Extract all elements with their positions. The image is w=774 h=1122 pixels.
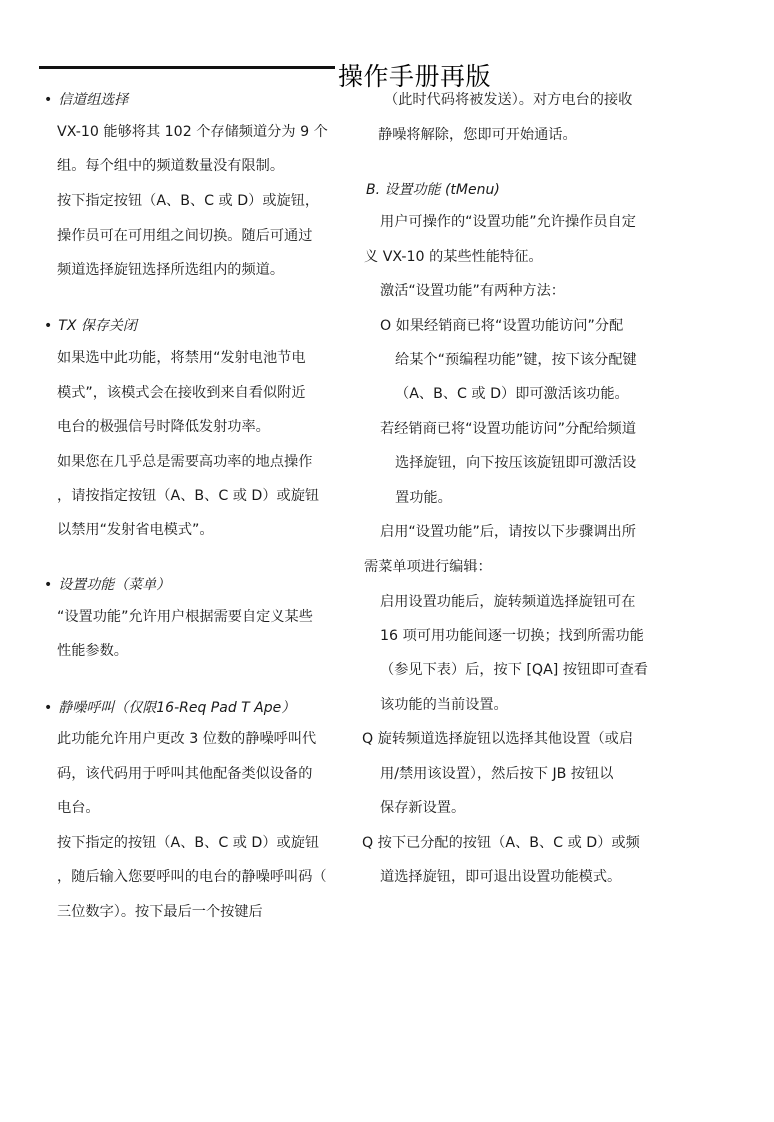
body-line: 置功能。: [395, 490, 452, 506]
body-line: 此功能允许用户更改 3 位数的静噪呼叫代: [57, 731, 317, 747]
body-line: 用/禁用该设置），然后按下 JB 按钮以: [380, 766, 614, 782]
body-line: 启用设置功能后，旋转频道选择旋钮可在: [380, 594, 636, 610]
body-line: 保存新设置。: [380, 800, 466, 816]
body-line: 模式”，该模式会在接收到来自看似附近: [57, 385, 306, 401]
body-line: 义 VX-10 的某些性能特征。: [364, 249, 543, 265]
body-line: 电台的极强信号时降低发射功率。: [57, 419, 270, 435]
body-line: 以禁用“发射省电模式”。: [57, 522, 214, 538]
section-heading-setup-menu: • 设置功能（菜单）: [44, 577, 171, 593]
body-line: 若经销商已将“设置功能访问”分配给频道: [380, 421, 636, 437]
body-line: 三位数字）。按下最后一个按键后: [57, 904, 263, 920]
body-line: 如果选中此功能，将禁用“发射电池节电: [57, 350, 306, 366]
body-line: ，随后输入您要呼叫的电台的静噪呼叫码（: [57, 869, 327, 885]
body-line: 用户可操作的“设置功能”允许操作员自定: [380, 214, 636, 230]
section-heading-tx-save-off: • TX 保存关闭: [44, 318, 137, 334]
body-line: 操作员可在可用组之间切换。随后可通过: [57, 228, 313, 244]
section-heading-squelch-call: • 静噪呼叫（仅限16-Req Pad T Ape）: [44, 700, 296, 716]
body-line: 给某个“预编程功能”键，按下该分配键: [395, 352, 637, 368]
body-line: “设置功能”允许用户根据需要自定义某些: [57, 609, 313, 625]
body-line: ，请按指定按钮（A、B、C 或 D）或旋钮: [57, 488, 320, 504]
body-line: 码，该代码用于呼叫其他配备类似设备的: [57, 766, 313, 782]
body-line: （A、B、C 或 D）即可激活该功能。: [395, 386, 629, 402]
header-rule: [39, 66, 335, 69]
body-line: 如果您在几乎总是需要高功率的地点操作: [57, 454, 313, 470]
body-line: 需菜单项进行编辑：: [364, 559, 492, 575]
page-title: 操作手册再版: [338, 62, 492, 91]
body-line: 道选择旋钮，即可退出设置功能模式。: [380, 869, 622, 885]
body-line: 选择旋钮，向下按压该旋钮即可激活设: [395, 455, 637, 471]
body-line: 该功能的当前设置。: [380, 697, 508, 713]
body-line: Q 按下已分配的按钮（A、B、C 或 D）或频: [362, 835, 640, 851]
body-line: 激活“设置功能”有两种方法：: [380, 283, 565, 299]
section-heading-b-setup: B. 设置功能 (tMenu): [366, 182, 500, 198]
section-heading-channel-group: • 信道组选择: [44, 92, 129, 108]
body-line: （参见下表）后，按下 [QA] 按钮即可查看: [380, 662, 648, 678]
body-line: 静噪将解除，您即可开始通话。: [378, 127, 577, 143]
body-line: 电台。: [57, 800, 100, 816]
body-line: Q 旋转频道选择旋钮以选择其他设置（或启: [362, 731, 634, 747]
body-line: 性能参数。: [57, 643, 128, 659]
body-line: VX-10 能够将其 102 个存储频道分为 9 个: [57, 124, 328, 140]
body-line: O 如果经销商已将“设置功能访问”分配: [380, 318, 624, 334]
body-line: 组。每个组中的频道数量没有限制。: [57, 158, 285, 174]
body-line: 频道选择旋钮选择所选组内的频道。: [57, 262, 285, 278]
body-line: 按下指定按钮（A、B、C 或 D）或旋钮，: [57, 193, 320, 209]
body-line: （此时代码将被发送）。对方电台的接收: [384, 92, 633, 108]
body-line: 16 项可用功能间逐一切换；找到所需功能: [380, 628, 644, 644]
body-line: 启用“设置功能”后，请按以下步骤调出所: [380, 524, 636, 540]
body-line: 按下指定的按钮（A、B、C 或 D）或旋钮: [57, 835, 320, 851]
